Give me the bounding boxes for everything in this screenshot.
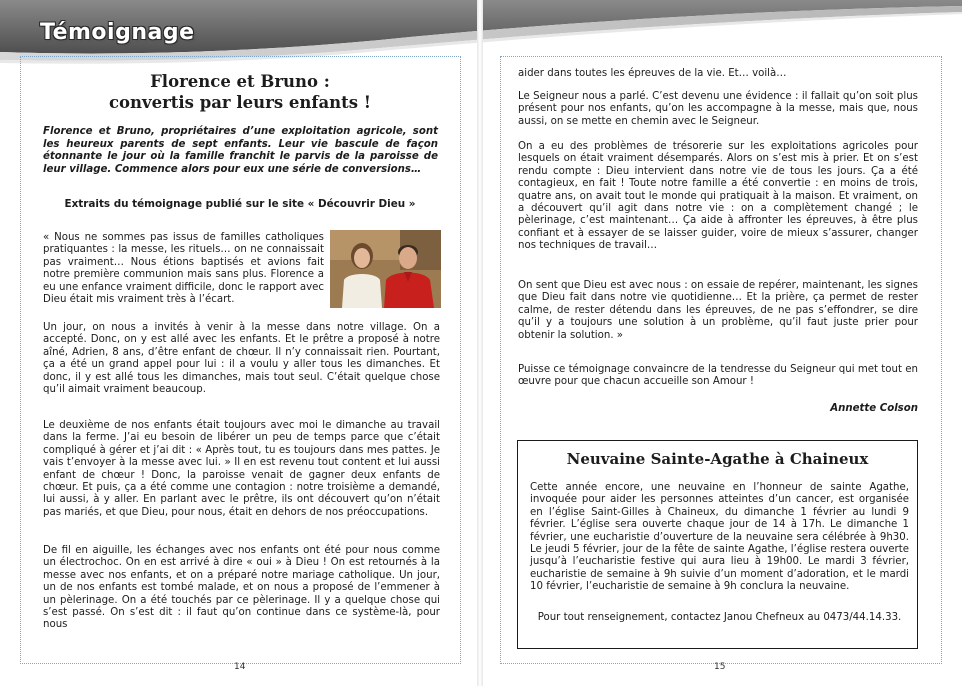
paragraph: aider dans toutes les épreuves de la vie. Et… voilà…: [518, 68, 787, 79]
article-intro: Florence et Bruno, propriétaires d’une exploitation agricole, sont les heureux parents de sept enfants. Leur vie bascule de façon étonnante le jour où la famille franchit le parvis de la paroisse de leur village. Commence alors pour eux une série de conversions…: [43, 126, 438, 175]
paragraph: On a eu des problèmes de trésorerie sur les exploitations agricoles pour lesquels on était vraiment désemparés. Alors on s’est mis à prier. Et on s’est rendu compte : Dieu intervient dans notre vie de tous les jours. Ça a été contagieux, en fait ! Toute notre famille a été convertie : en moins de trois, quatre ans, on avait tout le monde qui pratiquait à la maison. Et vraiment, on a découvert qu’il agit dans notre vie : on a complètement changé ; le pèlerinage, c’est maintenant… Ça aide à affronter les épreuves, à être plus confiant et à essayer de se laisser guider, voire de mieux s’assurer, changer nos techniques de travail…: [518, 141, 918, 252]
neuvaine-box: [517, 440, 918, 649]
couple-photo: [330, 230, 441, 308]
neuvaine-contact: Pour tout renseignement, contactez Janou Chefneux au 0473/44.14.33.: [537, 612, 902, 623]
paragraph: Le deuxième de nos enfants était toujours avec moi le dimanche au travail dans la ferme. J’ai eu besoin de libérer un peu de temps parce que c’était compliqué à gérer et j’ai dit : « Après tout, tu es toujours dans mes pattes. Je vais t’envoyer à la messe avec lui. » Il en est revenu tout content et lui aussi enfant de chœur ! Donc, la paroisse venait de gagner deux enfants de chœur. Et puis, ça a été comme une contagion : notre troisième a demandé, lui aussi, à y aller. En parlant avec le prêtre, ils ont découvert qu’on n’était pas mariés, et que Dieu, pour nous, était en dehors de nos préoccupations.: [43, 420, 440, 518]
paragraph: Puisse ce témoignage convaincre de la tendresse du Seigneur qui met tout en œuvre pour que chacun accueille son Amour !: [518, 364, 918, 388]
page-spine: [477, 0, 483, 686]
paragraph: De fil en aiguille, les échanges avec nos enfants ont été pour nous comme un électrochoc. On en est arrivé à dire « oui » à Dieu ! On est retournés à la messe avec nos enfants, et on a préparé notre mariage catholique. Un jour, un de nos enfants est tombé malade, et on nous a proposé de l’emmener à un pèlerinage. On a été touchés par ce pèlerinage. Il y a quelque chose qui s’est passé. On s’est dit : il faut qu’on continue dans ce système-là, pour nous: [43, 545, 440, 631]
article-title-line1: Florence et Bruno :: [150, 72, 330, 91]
paragraph: « Nous ne sommes pas issus de familles catholiques pratiquantes : la messe, les rituels… on ne connaissait pas vraiment… Nous étions baptisés et avions fait notre première communion mais sans plus. Florence a eu une enfance vraiment difficile, donc le rapport avec Dieu était mis vraiment très à l’écart.: [43, 232, 324, 306]
section-title: Témoignage: [40, 20, 195, 45]
neuvaine-body: Cette année encore, une neuvaine en l’honneur de sainte Agathe, invoquée pour aider les personnes atteintes d’un cancer, est organisée en l’église Saint-Gilles à Chaineux, du dimanche 1 février au lundi 9 février. L’église sera ouverte chaque jour de 14 à 17h. Le dimanche 1 février, une eucharistie d’ouverture de la neuvaine sera célébrée à 9h30. Le jeudi 5 février, jour de la fête de sainte Agathe, l’église restera ouverte jusqu’à l’eucharistie festive qui aura lieu à 19h00. Le mardi 3 février, eucharistie de semaine à 9h suivie d’un moment d’adoration, et le mardi 10 février, l’eucharistie de semaine à 9h conclura la neuvaine.: [530, 482, 909, 593]
article-title: [30, 71, 450, 113]
author-signature: Annette Colson: [830, 403, 918, 414]
neuvaine-title: Neuvaine Sainte-Agathe à Chaineux: [566, 450, 869, 468]
page-number-left: 14: [234, 662, 246, 672]
article-title-line2: convertis par leurs enfants !: [108, 93, 372, 112]
paragraph: Un jour, on nous a invités à venir à la messe dans notre village. On a accepté. Donc, on y est allé avec les enfants. Et le prêtre a proposé à notre aîné, Adrien, 8 ans, d’être enfant de chœur. Il n’y connaissait rien. Pourtant, ça a été un grand appel pour lui : il a voulu y aller tous les dimanches. Et donc, il y est allé tous les dimanches, mais tout seul. C’était quelque chose qu’il aimait vraiment beaucoup.: [43, 322, 440, 396]
paragraph: Le Seigneur nous a parlé. C’est devenu une évidence : il fallait qu’on soit plus présent pour nos enfants, qu’on les accompagne à la messe, mais que, nous aussi, on se mette en chemin avec le Seigneur.: [518, 91, 918, 127]
page-number-right: 15: [714, 662, 726, 672]
paragraph: On sent que Dieu est avec nous : on essaie de repérer, maintenant, les signes que Dieu fait dans notre vie quotidienne… Et la prière, ça permet de rester calme, de rester détendu dans les épreuves, de ne pas s’effondrer, se dire qu’il y a toujours une solution à un problème, qu’il faut juste prier pour obtenir la solution. »: [518, 280, 918, 341]
article-source-note: Extraits du témoignage publié sur le site « Découvrir Dieu »: [64, 198, 416, 210]
